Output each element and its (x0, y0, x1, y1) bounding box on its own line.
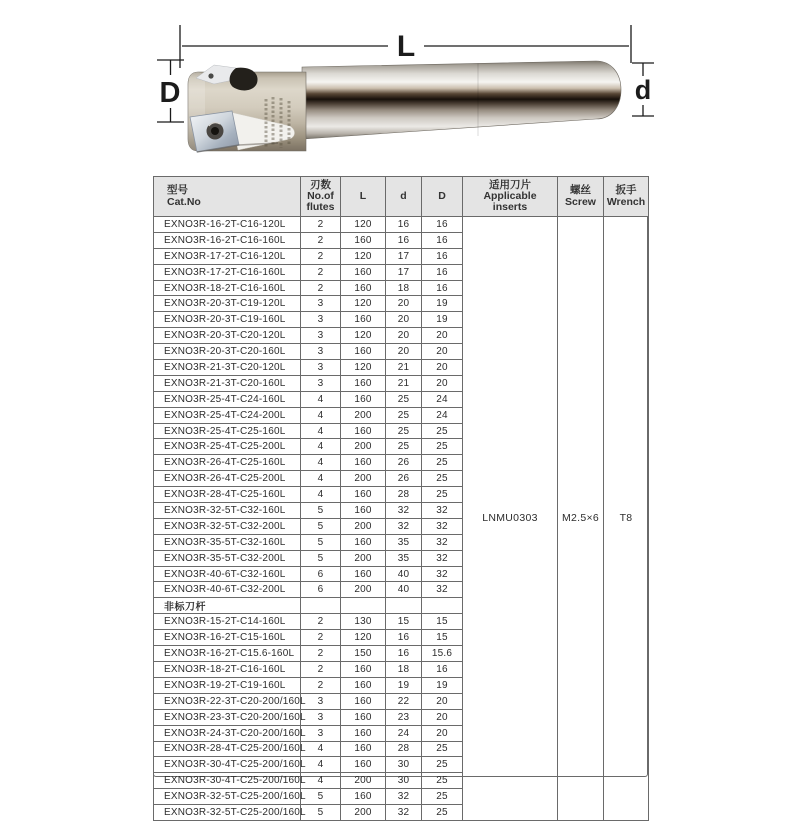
shank-dia-cell: 32 (386, 789, 422, 805)
head-dia-cell: 25 (422, 773, 463, 789)
flutes-cell: 4 (301, 391, 341, 407)
length-cell: 160 (341, 725, 386, 741)
col-header-shank-dia (386, 177, 422, 217)
header-label: 型号 (167, 184, 188, 197)
length-cell: 130 (341, 614, 386, 630)
length-cell: 200 (341, 439, 386, 455)
shank-dia-cell: 21 (386, 375, 422, 391)
cat-no-cell: EXNO3R-18-2T-C16-160L (154, 280, 301, 296)
cat-no-cell: EXNO3R-21-3T-C20-160L (154, 375, 301, 391)
spec-table-body (154, 217, 649, 821)
head-dia-cell: 16 (422, 232, 463, 248)
empty-cell (386, 598, 422, 614)
cat-no-cell: EXNO3R-25-4T-C25-200L (154, 439, 301, 455)
head-dia-cell: 32 (422, 582, 463, 598)
head-dia-cell: 16 (422, 662, 463, 678)
length-cell: 160 (341, 391, 386, 407)
cat-no-cell: EXNO3R-25-4T-C25-160L (154, 423, 301, 439)
length-cell: 200 (341, 407, 386, 423)
header-label: flutes (306, 201, 335, 214)
header-label: Wrench (606, 195, 646, 208)
length-cell: 160 (341, 677, 386, 693)
flutes-cell: 3 (301, 328, 341, 344)
shank-dia-cell: 21 (386, 360, 422, 376)
head-dia-cell: 25 (422, 741, 463, 757)
length-cell: 160 (341, 662, 386, 678)
cat-no-cell: EXNO3R-21-3T-C20-120L (154, 360, 301, 376)
flutes-cell: 4 (301, 439, 341, 455)
flutes-cell: 2 (301, 217, 341, 233)
length-cell: 160 (341, 709, 386, 725)
shank-dia-cell: 24 (386, 725, 422, 741)
header-label: L (359, 189, 367, 202)
head-dia-cell: 20 (422, 360, 463, 376)
cat-no-cell: EXNO3R-18-2T-C16-160L (154, 662, 301, 678)
head-dia-cell: 24 (422, 407, 463, 423)
head-dia-cell: 20 (422, 709, 463, 725)
head-dia-cell: 20 (422, 328, 463, 344)
cat-no-cell: EXNO3R-28-4T-C25-160L (154, 487, 301, 503)
head-dia-cell: 20 (422, 375, 463, 391)
length-cell: 200 (341, 773, 386, 789)
flutes-cell: 4 (301, 455, 341, 471)
col-header-length (341, 177, 386, 217)
length-cell: 160 (341, 423, 386, 439)
length-cell: 160 (341, 503, 386, 519)
header-label: No.of (307, 189, 334, 202)
flutes-cell: 2 (301, 248, 341, 264)
empty-cell (341, 598, 386, 614)
head-dia-cell: 16 (422, 217, 463, 233)
top-insert-screw-icon (208, 73, 213, 78)
length-cell: 120 (341, 360, 386, 376)
shank-dia-cell: 18 (386, 662, 422, 678)
shank-dia-cell: 20 (386, 328, 422, 344)
shank-dia-cell: 16 (386, 646, 422, 662)
head-dia-cell: 25 (422, 757, 463, 773)
length-cell: 120 (341, 217, 386, 233)
flutes-cell: 6 (301, 566, 341, 582)
cat-no-cell: EXNO3R-20-3T-C19-120L (154, 296, 301, 312)
header-label: 螺丝 (570, 184, 591, 197)
length-label: L (396, 30, 416, 63)
shank-dia-cell: 25 (386, 407, 422, 423)
head-dia-cell: 32 (422, 503, 463, 519)
cat-no-cell: EXNO3R-20-3T-C20-120L (154, 328, 301, 344)
shank-dia-cell: 25 (386, 423, 422, 439)
head-dia-cell: 24 (422, 391, 463, 407)
flutes-cell: 5 (301, 534, 341, 550)
shank-dia-cell: 18 (386, 280, 422, 296)
flutes-cell: 4 (301, 757, 341, 773)
header-row (154, 177, 649, 217)
shank-dia-cell: 28 (386, 487, 422, 503)
head-dia-cell: 19 (422, 677, 463, 693)
head-dia-cell: 32 (422, 518, 463, 534)
cat-no-cell: EXNO3R-30-4T-C25-200/160L (154, 773, 301, 789)
shank-dia-cell: 22 (386, 693, 422, 709)
length-cell: 160 (341, 344, 386, 360)
length-cell: 120 (341, 328, 386, 344)
head-dia-cell: 15 (422, 614, 463, 630)
flutes-cell: 3 (301, 344, 341, 360)
head-dia-cell: 25 (422, 471, 463, 487)
cat-no-cell: EXNO3R-20-3T-C19-160L (154, 312, 301, 328)
head-dia-cell: 19 (422, 312, 463, 328)
flutes-cell: 2 (301, 232, 341, 248)
cat-no-cell: EXNO3R-35-5T-C32-200L (154, 550, 301, 566)
header-label: 扳手 (615, 184, 637, 197)
length-cell: 160 (341, 264, 386, 280)
cat-no-cell: EXNO3R-32-5T-C32-200L (154, 518, 301, 534)
shank-dia-cell: 20 (386, 296, 422, 312)
cat-no-cell: EXNO3R-35-5T-C32-160L (154, 534, 301, 550)
head-dia-cell: 25 (422, 455, 463, 471)
inserts-merged-cell: LNMU0303 (463, 217, 558, 821)
shank-dia-cell: 23 (386, 709, 422, 725)
length-cell: 160 (341, 789, 386, 805)
head-dia-cell: 15.6 (422, 646, 463, 662)
shank-dia-cell: 32 (386, 518, 422, 534)
flutes-cell: 2 (301, 646, 341, 662)
length-cell: 160 (341, 232, 386, 248)
cat-no-cell: EXNO3R-28-4T-C25-200/160L (154, 741, 301, 757)
head-dia-cell: 16 (422, 248, 463, 264)
length-cell: 160 (341, 534, 386, 550)
head-dia-cell: 25 (422, 789, 463, 805)
cat-no-cell: EXNO3R-26-4T-C25-160L (154, 455, 301, 471)
spec-row (154, 217, 649, 233)
flutes-cell: 4 (301, 773, 341, 789)
shank-dia-cell: 40 (386, 582, 422, 598)
col-header-head-dia (422, 177, 463, 217)
length-cell: 160 (341, 312, 386, 328)
length-cell: 160 (341, 741, 386, 757)
col-header-inserts (463, 177, 558, 217)
head-dia-cell: 32 (422, 550, 463, 566)
head-dia-cell: 15 (422, 630, 463, 646)
length-cell: 200 (341, 550, 386, 566)
insert-screw-socket (211, 127, 219, 135)
length-cell: 120 (341, 296, 386, 312)
head-dia-cell: 16 (422, 280, 463, 296)
section-label: 非标刀杆 (154, 598, 301, 614)
flutes-cell: 5 (301, 789, 341, 805)
cat-no-cell: EXNO3R-23-3T-C20-200/160L (154, 709, 301, 725)
cat-no-cell: EXNO3R-22-3T-C20-200/160L (154, 693, 301, 709)
length-cell: 200 (341, 582, 386, 598)
length-cell: 160 (341, 375, 386, 391)
length-cell: 150 (341, 646, 386, 662)
cat-no-cell: EXNO3R-16-2T-C15.6-160L (154, 646, 301, 662)
flutes-cell: 5 (301, 805, 341, 821)
head-diameter-label: D (159, 77, 181, 109)
shank-dia-cell: 26 (386, 455, 422, 471)
tool-shank (302, 61, 621, 139)
shank-diameter-label: d (634, 75, 652, 105)
flutes-cell: 2 (301, 630, 341, 646)
cat-no-cell: EXNO3R-30-4T-C25-200/160L (154, 757, 301, 773)
header-label: 适用刀片 (489, 178, 531, 191)
cat-no-cell: EXNO3R-20-3T-C20-160L (154, 344, 301, 360)
flutes-cell: 3 (301, 375, 341, 391)
head-dia-cell: 19 (422, 296, 463, 312)
tool-diagram (0, 0, 800, 175)
cat-no-cell: EXNO3R-26-4T-C25-200L (154, 471, 301, 487)
shank-dia-cell: 20 (386, 312, 422, 328)
length-cell: 200 (341, 805, 386, 821)
cat-no-cell: EXNO3R-17-2T-C16-160L (154, 264, 301, 280)
shank-dia-cell: 17 (386, 264, 422, 280)
flutes-cell: 3 (301, 725, 341, 741)
shank-dia-cell: 16 (386, 217, 422, 233)
header-label: 刃数 (310, 178, 331, 191)
col-header-screw (558, 177, 604, 217)
length-cell: 200 (341, 471, 386, 487)
flutes-cell: 2 (301, 662, 341, 678)
flutes-cell: 3 (301, 709, 341, 725)
tool-head (188, 65, 306, 152)
shank-dia-cell: 30 (386, 757, 422, 773)
shank-dia-cell: 17 (386, 248, 422, 264)
shank-dia-cell: 32 (386, 805, 422, 821)
head-dia-cell: 20 (422, 725, 463, 741)
cat-no-cell: EXNO3R-24-3T-C20-200/160L (154, 725, 301, 741)
cat-no-cell: EXNO3R-25-4T-C24-200L (154, 407, 301, 423)
wrench-merged-cell: T8 (604, 217, 649, 821)
flutes-cell: 5 (301, 503, 341, 519)
flutes-cell: 3 (301, 360, 341, 376)
cat-no-cell: EXNO3R-19-2T-C19-160L (154, 677, 301, 693)
flutes-cell: 4 (301, 471, 341, 487)
header-label: Applicable (483, 189, 537, 202)
head-dia-cell: 32 (422, 534, 463, 550)
shank-dia-cell: 35 (386, 550, 422, 566)
flutes-cell: 6 (301, 582, 341, 598)
spec-table (153, 176, 648, 818)
shank-dia-cell: 16 (386, 232, 422, 248)
flutes-cell: 3 (301, 296, 341, 312)
screw-merged-cell: M2.5×6 (558, 217, 604, 821)
flutes-cell: 4 (301, 487, 341, 503)
shank-dia-cell: 30 (386, 773, 422, 789)
header-label: D (438, 189, 446, 202)
head-dia-cell: 16 (422, 264, 463, 280)
length-cell: 120 (341, 248, 386, 264)
flutes-cell: 3 (301, 693, 341, 709)
flutes-cell: 2 (301, 614, 341, 630)
top-insert-pocket (230, 68, 258, 91)
length-cell: 160 (341, 455, 386, 471)
flutes-cell: 2 (301, 677, 341, 693)
col-header-flutes (301, 177, 341, 217)
cat-no-cell: EXNO3R-25-4T-C24-160L (154, 391, 301, 407)
head-dia-cell: 32 (422, 566, 463, 582)
head-dia-cell: 25 (422, 439, 463, 455)
cat-no-cell: EXNO3R-16-2T-C16-160L (154, 232, 301, 248)
col-header-cat-no (154, 177, 301, 217)
header-label: inserts (492, 201, 528, 214)
flutes-cell: 5 (301, 518, 341, 534)
shank-dia-cell: 25 (386, 439, 422, 455)
flutes-cell: 2 (301, 280, 341, 296)
header-label: d (400, 189, 407, 202)
shank-dia-cell: 19 (386, 677, 422, 693)
length-cell: 200 (341, 518, 386, 534)
cat-no-cell: EXNO3R-16-2T-C16-120L (154, 217, 301, 233)
length-cell: 160 (341, 487, 386, 503)
length-cell: 120 (341, 630, 386, 646)
length-cell: 160 (341, 693, 386, 709)
cat-no-cell: EXNO3R-32-5T-C25-200/160L (154, 805, 301, 821)
length-cell: 160 (341, 280, 386, 296)
col-header-wrench (604, 177, 649, 217)
cat-no-cell: EXNO3R-17-2T-C16-120L (154, 248, 301, 264)
shank-dia-cell: 35 (386, 534, 422, 550)
shank-dia-cell: 40 (386, 566, 422, 582)
length-cell: 160 (341, 566, 386, 582)
shank-dia-cell: 16 (386, 630, 422, 646)
flutes-cell: 4 (301, 423, 341, 439)
shank-dia-cell: 25 (386, 391, 422, 407)
shank-dia-cell: 28 (386, 741, 422, 757)
flutes-cell: 4 (301, 407, 341, 423)
header-label: Cat.No (167, 195, 201, 208)
head-dia-cell: 20 (422, 344, 463, 360)
flutes-cell: 5 (301, 550, 341, 566)
empty-cell (422, 598, 463, 614)
flutes-cell: 2 (301, 264, 341, 280)
head-dia-cell: 25 (422, 805, 463, 821)
shank-dia-cell: 26 (386, 471, 422, 487)
head-dia-cell: 25 (422, 487, 463, 503)
cat-no-cell: EXNO3R-15-2T-C14-160L (154, 614, 301, 630)
header-label: Screw (565, 195, 596, 208)
head-dia-cell: 25 (422, 423, 463, 439)
shank-dia-cell: 32 (386, 503, 422, 519)
cat-no-cell: EXNO3R-32-5T-C32-160L (154, 503, 301, 519)
cat-no-cell: EXNO3R-40-6T-C32-160L (154, 566, 301, 582)
empty-cell (301, 598, 341, 614)
length-cell: 160 (341, 757, 386, 773)
shank-dia-cell: 15 (386, 614, 422, 630)
shank-dia-cell: 20 (386, 344, 422, 360)
cat-no-cell: EXNO3R-32-5T-C25-200/160L (154, 789, 301, 805)
head-dia-cell: 20 (422, 693, 463, 709)
cat-no-cell: EXNO3R-16-2T-C15-160L (154, 630, 301, 646)
cat-no-cell: EXNO3R-40-6T-C32-200L (154, 582, 301, 598)
flutes-cell: 4 (301, 741, 341, 757)
flutes-cell: 3 (301, 312, 341, 328)
